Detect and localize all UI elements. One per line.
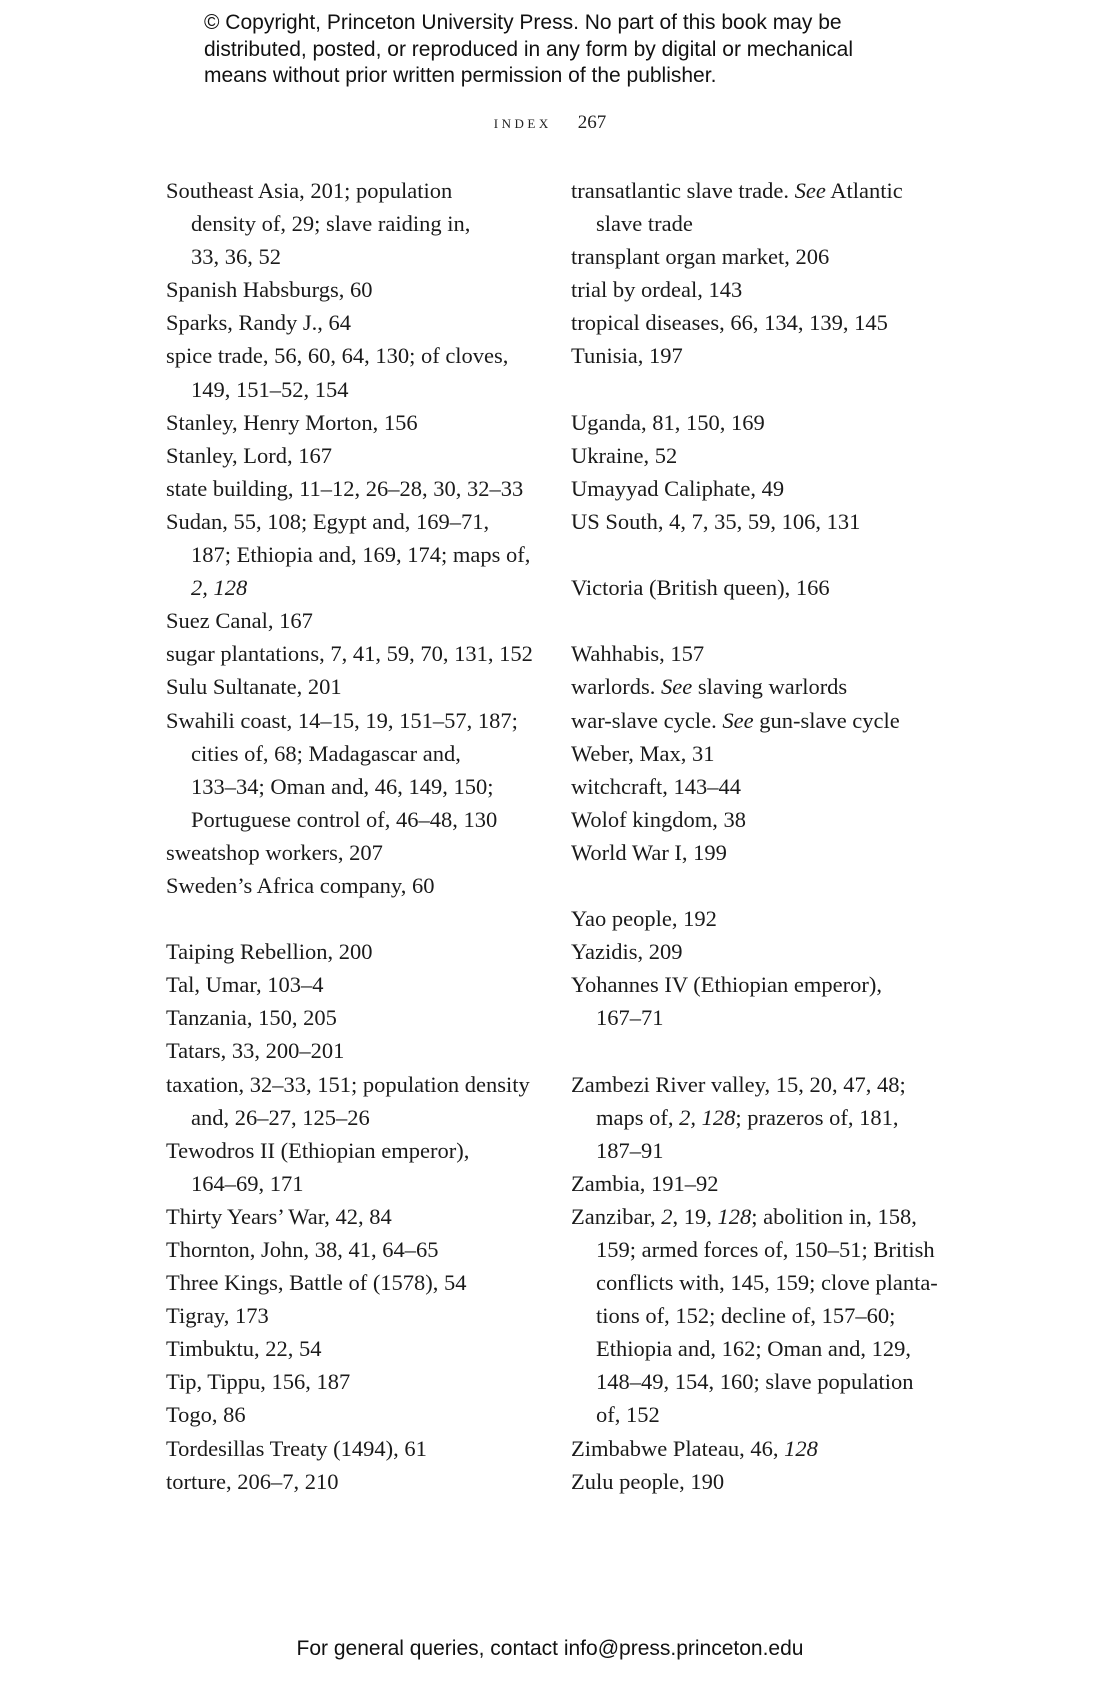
index-entry: warlords. See slaving warlords xyxy=(571,674,848,700)
index-entry: Swahili coast, 14–15, 19, 151–57, 187; xyxy=(166,707,518,733)
copyright-line: © Copyright, Princeton University Press. No part of this book may be xyxy=(204,11,842,34)
running-head xyxy=(0,112,1100,134)
index-entry: tropical diseases, 66, 134, 139, 145 xyxy=(571,310,888,336)
copyright-notice xyxy=(204,10,924,90)
index-entry: Weber, Max, 31 xyxy=(571,740,715,766)
index-entry: Three Kings, Battle of (1578), 54 xyxy=(166,1270,467,1296)
letter-group-gap xyxy=(571,538,943,571)
index-subline: slave trade xyxy=(596,211,693,237)
index-entry: Yazidis, 209 xyxy=(571,939,683,965)
index-entry: Suez Canal, 167 xyxy=(166,608,313,634)
index-entry: transatlantic slave trade. See Atlantic xyxy=(571,178,903,203)
page-number: 267 xyxy=(577,112,607,133)
index-subline: 159; armed forces of, 150–51; British xyxy=(596,1237,935,1262)
index-entry: US South, 4, 7, 35, 59, 106, 131 xyxy=(571,508,861,534)
letter-group-gap xyxy=(166,902,550,935)
index-subline: and, 26–27, 125–26 xyxy=(191,1104,370,1130)
index-entry: Tewodros II (Ethiopian emperor), xyxy=(166,1137,470,1163)
index-subline: Portuguese control of, 46–48, 130 xyxy=(191,806,498,832)
index-column-right xyxy=(571,174,943,1498)
index-entry: Thirty Years’ War, 42, 84 xyxy=(166,1203,392,1229)
index-entry: Stanley, Henry Morton, 156 xyxy=(166,409,418,435)
index-entry: spice trade, 56, 60, 64, 130; of cloves, xyxy=(166,343,509,369)
letter-group-gap xyxy=(571,604,943,637)
letter-group-gap xyxy=(571,1034,943,1067)
index-entry: Taiping Rebellion, 200 xyxy=(166,939,373,965)
index-subline: Ethiopia and, 162; Oman and, 129, xyxy=(596,1336,911,1362)
index-entry: transplant organ market, 206 xyxy=(571,244,830,270)
index-entry: Wolof kingdom, 38 xyxy=(571,806,747,832)
index-entry: trial by ordeal, 143 xyxy=(571,277,743,303)
index-entry: state building, 11–12, 26–28, 30, 32–33 xyxy=(166,475,524,501)
index-subline: density of, 29; slave raiding in, xyxy=(191,211,471,237)
index-entry: Tip, Tippu, 156, 187 xyxy=(166,1369,351,1395)
index-subline: conflicts with, 145, 159; clove planta- xyxy=(596,1270,938,1296)
index-entry: Southeast Asia, 201; population xyxy=(166,178,453,203)
letter-group-gap xyxy=(571,373,943,406)
index-entry: Wahhabis, 157 xyxy=(571,641,705,667)
index-entry: Thornton, John, 38, 41, 64–65 xyxy=(166,1237,439,1262)
index-entry: Umayyad Caliphate, 49 xyxy=(571,475,785,501)
index-entry: World War I, 199 xyxy=(571,839,727,865)
index-entry: taxation, 32–33, 151; population density xyxy=(166,1071,530,1097)
index-entry: Yao people, 192 xyxy=(571,906,717,932)
index-subline: 149, 151–52, 154 xyxy=(191,376,349,402)
index-entry: Tordesillas Treaty (1494), 61 xyxy=(166,1435,427,1461)
index-subline: 187; Ethiopia and, 169, 174; maps of, xyxy=(191,542,531,568)
index-entry: Zulu people, 190 xyxy=(571,1468,725,1494)
index-entry: Victoria (British queen), 166 xyxy=(571,575,830,601)
index-entry: Zambezi River valley, 15, 20, 47, 48; xyxy=(571,1071,906,1097)
index-subline: 187–91 xyxy=(596,1137,664,1163)
index-entry: Stanley, Lord, 167 xyxy=(166,442,333,468)
index-subline: 148–49, 154, 160; slave population xyxy=(596,1369,914,1395)
index-entry: Sudan, 55, 108; Egypt and, 169–71, xyxy=(166,508,490,534)
index-entry: Zambia, 191–92 xyxy=(571,1170,719,1196)
index-entry: Sparks, Randy J., 64 xyxy=(166,310,351,336)
index-entry: Sweden’s Africa company, 60 xyxy=(166,872,435,898)
copyright-line: distributed, posted, or reproduced in any form by digital or mechanical xyxy=(204,37,854,61)
index-entry: Tatars, 33, 200–201 xyxy=(166,1038,345,1064)
index-entry: Sulu Sultanate, 201 xyxy=(166,674,342,700)
index-entry: Spanish Habsburgs, 60 xyxy=(166,277,373,303)
index-entry: Tal, Umar, 103–4 xyxy=(166,972,324,998)
index-entry: Tunisia, 197 xyxy=(571,343,683,369)
index-subline: tions of, 152; decline of, 157–60; xyxy=(596,1303,896,1329)
index-entry: Tanzania, 150, 205 xyxy=(166,1005,337,1031)
running-head-label: index xyxy=(493,112,552,133)
index-subline: 33, 36, 52 xyxy=(191,244,281,270)
index-entry: sugar plantations, 7, 41, 59, 70, 131, 152 xyxy=(166,641,533,667)
index-entry: sweatshop workers, 207 xyxy=(166,839,383,865)
index-subline: 167–71 xyxy=(596,1005,664,1031)
index-subline: 133–34; Oman and, 46, 149, 150; xyxy=(191,773,494,799)
index-entry: witchcraft, 143–44 xyxy=(571,773,741,799)
index-entry: Togo, 86 xyxy=(166,1402,246,1428)
index-entry: war-slave cycle. See gun-slave cycle xyxy=(571,707,900,733)
index-entry: Zanzibar, 2, 19, 128; abolition in, 158, xyxy=(571,1203,917,1229)
copyright-line: means without prior written permission of the publisher. xyxy=(204,64,717,87)
index-subline: 2, 128 xyxy=(191,575,248,601)
index-entry: Yohannes IV (Ethiopian emperor), xyxy=(571,972,882,998)
index-subline: cities of, 68; Madagascar and, xyxy=(191,740,461,766)
index-entry: Uganda, 81, 150, 169 xyxy=(571,409,765,435)
letter-group-gap xyxy=(571,869,943,902)
index-subline: maps of, 2, 128; prazeros of, 181, xyxy=(596,1104,899,1130)
index-entry: torture, 206–7, 210 xyxy=(166,1468,339,1494)
index-subline: 164–69, 171 xyxy=(191,1170,304,1196)
index-entry: Zimbabwe Plateau, 46, 128 xyxy=(571,1435,818,1461)
index-column-left xyxy=(166,174,550,1498)
footer-contact: For general queries, contact info@press.princeton.edu xyxy=(296,1637,804,1660)
index-entry: Timbuktu, 22, 54 xyxy=(166,1336,322,1362)
index-subline: of, 152 xyxy=(596,1402,660,1428)
index-entry: Tigray, 173 xyxy=(166,1303,269,1329)
index-entry: Ukraine, 52 xyxy=(571,442,678,468)
